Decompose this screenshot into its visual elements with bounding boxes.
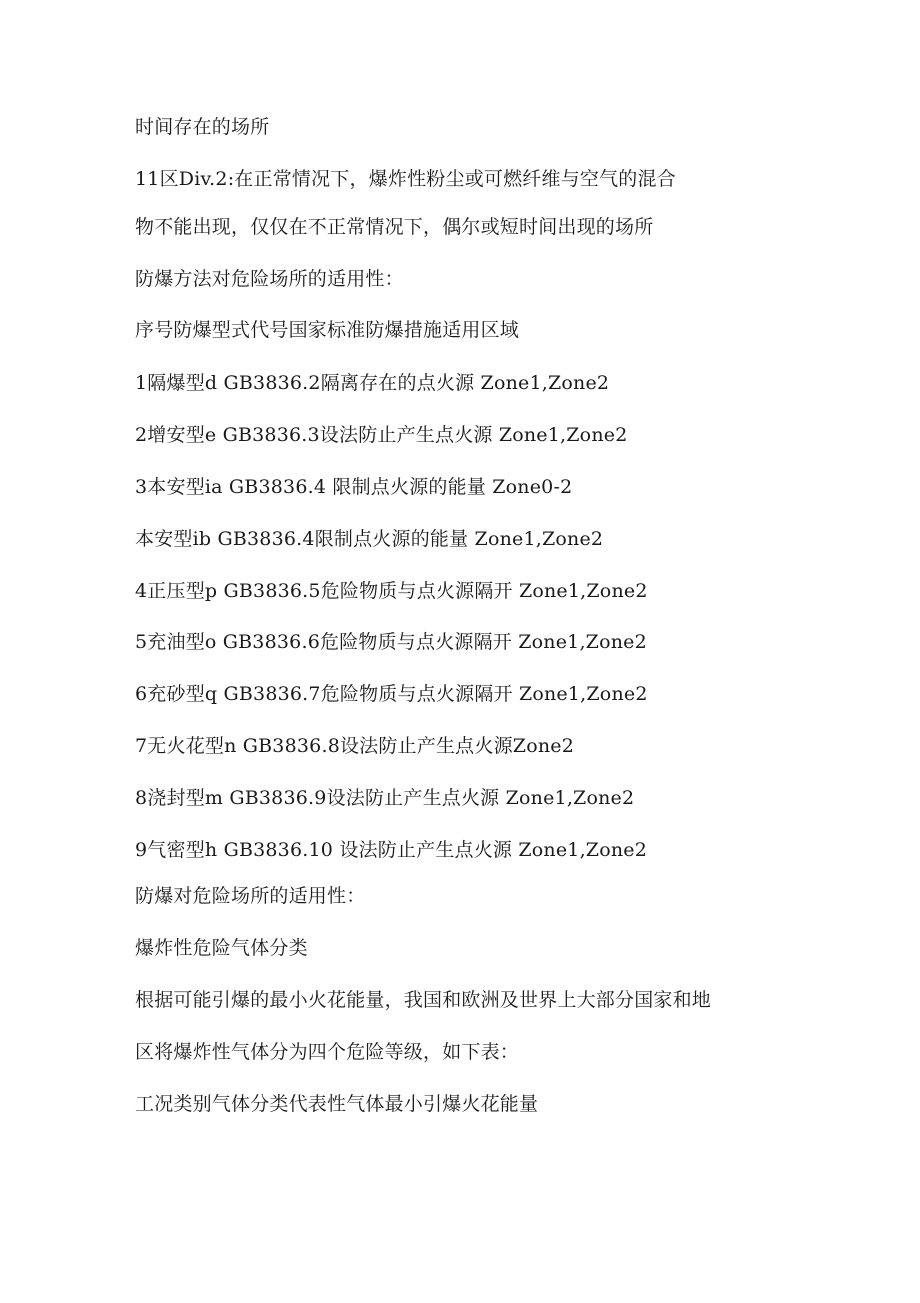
section-heading: 防爆对危险场所的适用性： — [135, 885, 366, 907]
text-line: 时间存在的场所 — [135, 116, 270, 138]
table-row: 6充砂型q GB3836.7危险物质与点火源隔开 Zone1,Zone2 — [135, 683, 648, 705]
table-header-row: 序号防爆型式代号国家标准防爆措施适用区域 — [135, 319, 520, 341]
table-header-row: 工况类别气体分类代表性气体最小引爆火花能量 — [135, 1093, 539, 1115]
table-row: 2增安型e GB3836.3设法防止产生点火源 Zone1,Zone2 — [135, 424, 628, 446]
text-line: 物不能出现，仅仅在不正常情况下，偶尔或短时间出现的场所 — [135, 216, 654, 238]
table-row: 本安型ib GB3836.4限制点火源的能量 Zone1,Zone2 — [135, 528, 604, 550]
text-line: 11区Div.2:在正常情况下，爆炸性粉尘或可燃纤维与空气的混合 — [135, 168, 676, 190]
text-line: 区将爆炸性气体分为四个危险等级，如下表： — [135, 1041, 520, 1063]
section-heading: 爆炸性危险气体分类 — [135, 937, 308, 959]
table-row: 8浇封型m GB3836.9设法防止产生点火源 Zone1,Zone2 — [135, 787, 635, 809]
table-row: 5充油型o GB3836.6危险物质与点火源隔开 Zone1,Zone2 — [135, 631, 647, 653]
table-row: 3本安型ia GB3836.4 限制点火源的能量 Zone0-2 — [135, 476, 573, 498]
table-row: 1隔爆型d GB3836.2隔离存在的点火源 Zone1,Zone2 — [135, 372, 610, 394]
section-heading: 防爆方法对危险场所的适用性： — [135, 268, 404, 290]
table-row: 7无火花型n GB3836.8设法防止产生点火源Zone2 — [135, 735, 574, 757]
table-row: 4正压型p GB3836.5危险物质与点火源隔开 Zone1,Zone2 — [135, 580, 648, 602]
text-line: 根据可能引爆的最小火花能量，我国和欧洲及世界上大部分国家和地 — [135, 989, 712, 1011]
table-row: 9气密型h GB3836.10 设法防止产生点火源 Zone1,Zone2 — [135, 839, 648, 861]
